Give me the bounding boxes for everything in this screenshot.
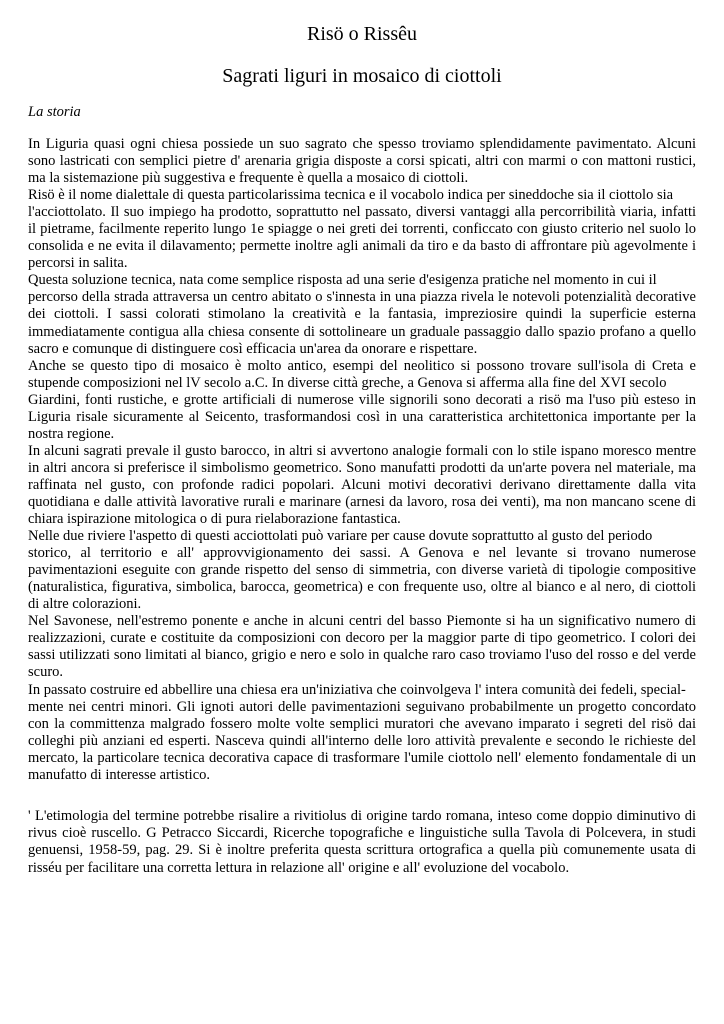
body-line: Questa soluzione tecnica, nata come semplice risposta ad una serie d'esigenza pratiche nel momento in cui il <box>28 272 657 289</box>
body-line: con la committenza malgrado fossero molte volte semplici muratori che avevano imparato i segreti del risö dai <box>28 715 696 732</box>
body-line: nostra regione. <box>28 425 115 442</box>
body-line: Nelle due riviere l'aspetto di questi acciottolati può variare per cause dovute soprattutto al gusto del periodo <box>28 528 653 545</box>
body-line: immediatamente contigua alla chiesa consente di sottolineare un graduale passaggio dallo spazio profano a quello <box>28 323 696 340</box>
body-line: Liguria risale sicuramente al Seicento, trasformandosi così in una caratteristica architettonica importante per la <box>28 408 696 425</box>
body-line: dei ciottoli. I sassi colorati stimolano la creatività e la fantasia, impreziosire quindi la superficie esterna <box>28 306 696 323</box>
body-line: Anche se questo tipo di mosaico è molto antico, esempi del neolitico si possono trovare sull'isola di Creta e <box>28 357 696 374</box>
body-line: sono lastricati con semplici pietre d' arenaria grigia disposte a corsi spicati, altri con marmi o con mattoni rustici, <box>28 153 696 170</box>
body-line: Giardini, fonti rustiche, e grotte artificiali di numerose ville signorili sono decorati a risö ma l'uso più esteso in <box>28 391 696 408</box>
body-line: quotidiana e dalle attività lavorative rurali e marinare (arnesi da lavoro, rosa dei venti), ma non mancano scene di <box>28 493 696 510</box>
body-line: consolida e ne evita il dilavamento; permette inoltre agli animali da tiro e da basto di affrontare più agevolmente i <box>28 238 696 255</box>
body-line: chiara ispirazione mitologica o di pura rielaborazione fantastica. <box>28 511 401 528</box>
body-line: sassi utilizzati sono limitati al bianco, grigio e nero e solo in qualche raro caso troviamo l'uso del rosso e del verde <box>28 647 696 664</box>
footnote-line: genuensi, 1958-59, pag. 29. Si è inoltre preferita questa scrittura ortografica a quella più comunemente usata di <box>28 842 696 859</box>
body-line: in altri ancora si preferisce il simbolismo geometrico. Sono manufatti prodotti da un'arte povera nel materiale, ma <box>28 459 696 476</box>
body-line: storico, al territorio e all' approvvigionamento dei sassi. A Genova e nel levante si trovano numerose <box>28 545 696 562</box>
body-line: il pietrame, facilmente reperito lungo 1e spiagge o nei greti dei torrenti, conficcato con giusto criterio nel suolo lo <box>28 221 696 238</box>
body-line: sacro e comunque di distinguere così efficacia un'area da onorare e rispettare. <box>28 340 478 357</box>
body-line: di altre colorazioni. <box>28 596 142 613</box>
body-line: ma la sistemazione più suggestiva e frequente è quella a mosaico di ciottoli. <box>28 170 469 187</box>
body-line: In passato costruire ed abbellire una chiesa era un'iniziativa che coinvolgeva l' intera comunità dei fedeli, special- <box>28 681 686 698</box>
body-line: Nel Savonese, nell'estremo ponente e anche in alcuni centri del basso Piemonte si ha un significativo numero di <box>28 613 696 630</box>
document-title: Risö o Rissêu <box>306 23 418 45</box>
document-subtitle: Sagrati liguri in mosaico di ciottoli <box>222 65 502 87</box>
footnote-line: risséu per facilitare una corretta lettura in relazione all' origine e all' evoluzione del vocabolo. <box>28 859 570 876</box>
body-line: raffinata nel gusto, con profonde radici popolari. Alcuni motivi decorativi derivano direttamente dalla vita <box>28 476 696 493</box>
body-line: Risö è il nome dialettale di questa particolarissima tecnica e il vocabolo indica per sineddoche sia il ciottolo sia <box>28 187 674 204</box>
body-line: realizzazioni, curate e costituite da composizioni con decoro per la maggior parte di tipo geometrico. I colori dei <box>28 630 696 647</box>
body-line: manufatto di interesse artistico. <box>28 766 211 783</box>
footnote-line: ' L'etimologia del termine potrebbe risalire a rivitiolus di origine tardo romana, inteso come doppio diminutivo di <box>28 808 696 824</box>
body-line: percorso della strada attraversa un centro abitato o s'innesta in una piazza rivela le notevoli potenzialità decorative <box>28 289 696 306</box>
body-line: colleghi più anziani ed esperti. Nasceva quindi all'interno delle loro attività prevalente e secondo le richieste del <box>28 732 696 749</box>
footnote-line: rivus cioè ruscello. G Petracco Siccardi, Ricerche topografiche e linguistiche sulla Tavola di Polcevera, in studi <box>28 825 696 842</box>
body-line: mente nei centri minori. Gli ignoti autori delle pavimentazioni seguivano probabilmente un progetto concordato <box>28 698 696 715</box>
body-line: stupende composizioni nel lV secolo a.C. In diverse città greche, a Genova si afferma alla fine del XVI secolo <box>28 374 667 391</box>
body-text <box>28 136 696 784</box>
body-line: In Liguria quasi ogni chiesa possiede un suo sagrato che spesso troviamo splendidamente pavimentato. Alcuni <box>28 136 696 152</box>
footnote <box>28 808 696 877</box>
body-line: In alcuni sagrati prevale il gusto barocco, in altri si avvertono analogie formali con lo stile ispano moresco mentre <box>28 442 696 459</box>
body-line: l'acciottolato. Il suo impiego ha prodotto, soprattutto nel passato, diversi vantaggi alla percorribilità viaria, infatti <box>28 204 696 221</box>
section-heading: La storia <box>28 104 81 120</box>
body-line: pavimentazioni eseguite con grande rispetto del senso di simmetria, con diverse varietà di tipologie compositive <box>28 562 696 579</box>
body-line: (naturalistica, figurativa, simbolica, barocca, geometrica) e con frequente uso, oltre al bianco e al nero, di ciottoli <box>28 579 696 596</box>
body-line: scuro. <box>28 664 64 681</box>
body-line: percorsi in salita. <box>28 255 128 272</box>
body-line: mercato, la particolare tecnica decorativa capace di trasformare l'umile ciottolo nell' elemento fondamentale di un <box>28 749 696 766</box>
